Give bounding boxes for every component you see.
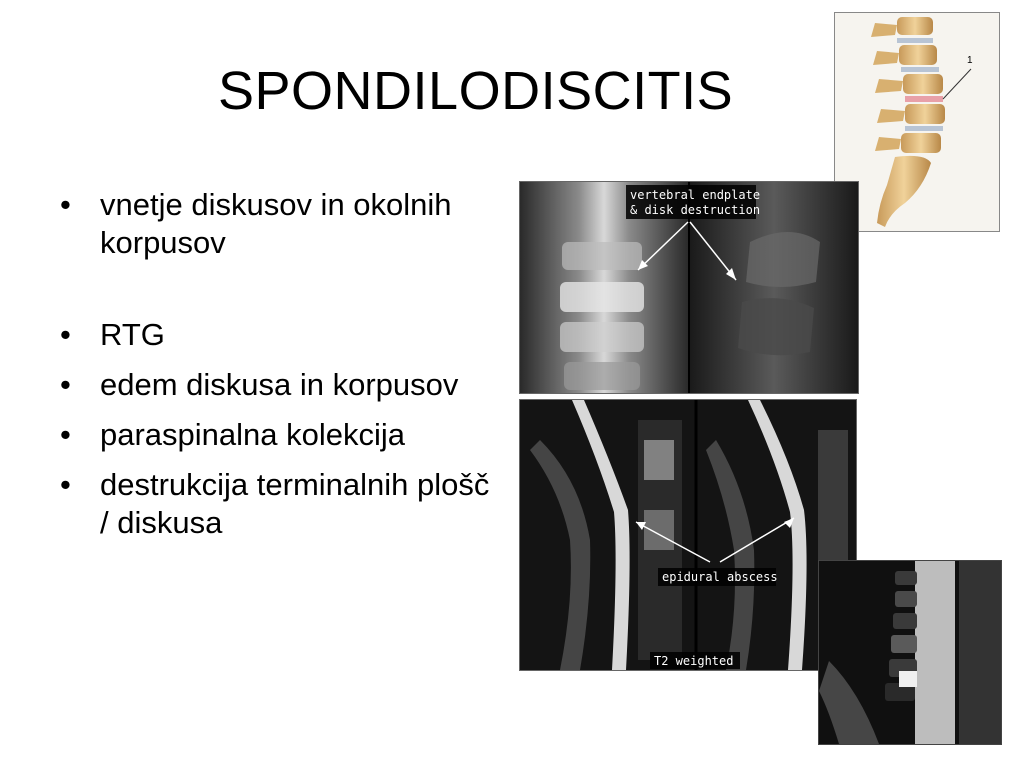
bullet-item <box>56 466 506 542</box>
mri-image <box>519 399 857 671</box>
inflamed-disc <box>905 96 943 102</box>
mri-drawing <box>520 400 856 670</box>
bullet-text: destrukcija terminalnih plošč / diskusa <box>100 467 490 540</box>
mri-sagittal-image <box>818 560 1002 745</box>
bullet-item <box>56 316 506 354</box>
spine-drawing <box>835 13 999 231</box>
bullet-text: edem diskusa in korpusov <box>100 367 459 402</box>
bullet-dot: • <box>60 187 71 222</box>
mri-caption: epidural abscess <box>662 570 778 584</box>
xray-image <box>519 181 859 394</box>
mri-sagittal-drawing <box>819 561 1001 744</box>
slide-title: SPONDILODISCITIS <box>218 61 734 121</box>
bullet-item <box>56 416 506 454</box>
bullet-text: paraspinalna kolekcija <box>100 417 406 452</box>
xray-caption-line2: & disk destruction <box>630 203 761 217</box>
bullet-list <box>56 186 506 554</box>
bullet-dot: • <box>60 367 71 402</box>
bullet-dot: • <box>60 317 71 352</box>
bullet-dot: • <box>60 417 71 452</box>
bullet-item <box>56 366 506 404</box>
mri-sequence-label: T2 weighted <box>654 654 734 668</box>
bullet-text: RTG <box>100 317 165 352</box>
xray-drawing <box>520 182 858 393</box>
bullet-item <box>56 186 506 262</box>
bullet-text: vnetje diskusov in okolnih korpusov <box>100 187 452 260</box>
bullet-dot: • <box>60 467 71 502</box>
xray-caption-line1: vertebral endplate <box>630 188 761 202</box>
marker-label: 1 <box>967 55 973 66</box>
